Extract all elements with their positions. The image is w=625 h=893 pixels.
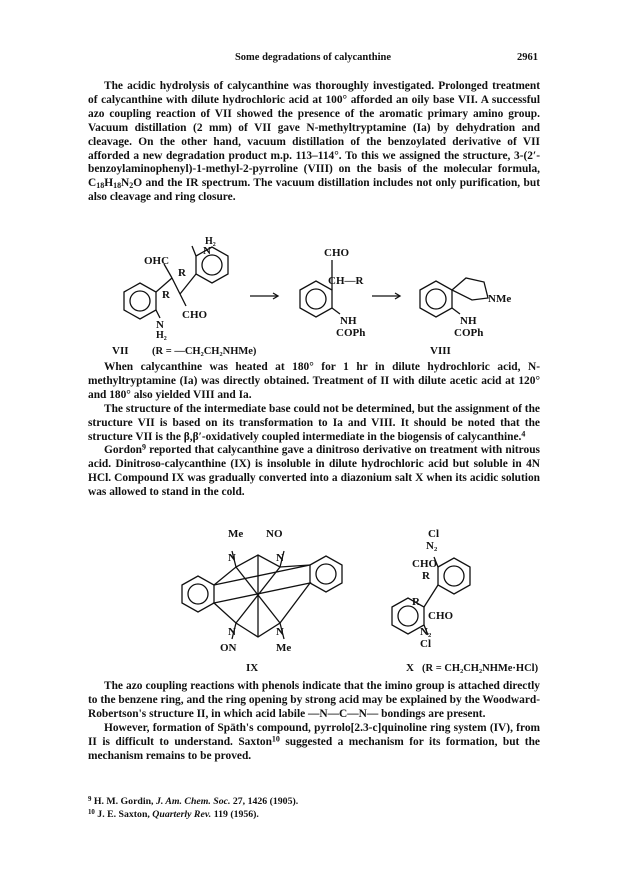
paragraph-azo-coupling	[88, 680, 540, 763]
vii-h2-top: H₂	[205, 236, 216, 247]
footnotes	[88, 796, 540, 821]
ix-benzene-left	[182, 576, 214, 612]
formula-n-subscript: 2	[129, 181, 134, 191]
footnote-10	[88, 809, 540, 822]
para1-text-a: The acidic hydrolysis of calycanthine was thoroughly investigated. Prolonged treatment of calycanthine with dilute hydrochloric acid at 100° afforded an oily base VII. A successful azo coupling reaction of VII showed the presence of the aromatic primary amino group. Vacuum distillation (2 mm) of VII gave N-methyltryptamine (Ia) by dehydration and cleavage. On the other hand, vacuum distillation of the benzoylated derivative of VII afforded a new degradation product m.p. 113–114°. To this we assigned the structure, 3-(2′-benzoylaminophenyl)-1-methyl-2-pyrroline (VIII) on the basis of the molecular formula, C	[88, 80, 540, 190]
ix-me-top: Me	[228, 528, 244, 540]
para3-p2-tail: suggested a mechanism for its formation, but the mechanism remains to be proved.	[88, 735, 540, 762]
footnote-10-authors: J. E. Saxton,	[94, 808, 153, 820]
mid-cho: CHO	[324, 247, 350, 259]
para3-p1: The azo coupling reactions with phenols indicate that the imino group is attached directly to the benzene ring, and the ring opening by strong acid may be explained by the Woodward-Robertson's structure II, in which acid labile —N—C—N— bondings are present.	[88, 680, 540, 720]
mid-coph: COPh	[336, 327, 366, 339]
vii-r2: R	[162, 289, 170, 301]
reference-4: 4	[521, 428, 526, 438]
vii-benzene-right	[196, 247, 228, 283]
formula-n: N	[121, 177, 130, 190]
vii-n-bottom: N	[156, 319, 164, 331]
footnote-9-pages: 1426 (1905).	[245, 796, 299, 807]
running-header	[88, 52, 538, 66]
label-x: X	[406, 662, 414, 674]
ix-benzene-right	[310, 556, 342, 592]
ix-no-top: NO	[266, 528, 283, 540]
x-n2-top: N₂	[426, 540, 438, 552]
formula-c-subscript: 18	[96, 181, 105, 191]
ix-on: ON	[220, 642, 237, 654]
footnote-10-pages: 119 (1956).	[211, 808, 259, 820]
viii-nh: NH	[460, 315, 477, 327]
x-cho-1: CHO	[412, 558, 438, 570]
vii-benzene-left	[124, 283, 156, 319]
footnote-9-volume: 27,	[230, 796, 246, 807]
footnote-10-journal: Quarterly Rev.	[152, 808, 212, 820]
x-benzene-upper	[438, 558, 470, 594]
ix-n3: N	[228, 626, 236, 638]
viii-benzene	[420, 281, 452, 317]
reference-10: 10	[271, 734, 280, 744]
vii-h2-bottom: H₂	[156, 330, 167, 341]
x-r1: R	[422, 570, 430, 582]
reference-9: 9	[141, 442, 146, 452]
vii-r1: R	[178, 267, 186, 279]
scheme-ix-and-x-drawing	[176, 527, 556, 679]
paragraph-heating-and-gordon	[88, 361, 540, 500]
x-cl-top: Cl	[428, 528, 439, 540]
vii-ohc: OHC	[144, 255, 170, 267]
label-ix: IX	[246, 662, 259, 674]
para2-p1: When calycanthine was heated at 180° for 1 hr in dilute hydrochloric acid, N-methyltryptamine (Ia) was directly obtained. Treatment of II with dilute acetic acid at 120° and 180° also yielded VIII and Ia.	[88, 361, 540, 401]
paragraph-acidic-hydrolysis	[88, 80, 540, 205]
para1-text-d: O and the IR spectrum. The vacuum distillation includes not only purification, but also cleavage and ring closure.	[88, 177, 540, 204]
vii-cho: CHO	[182, 309, 208, 321]
x-r2: R	[412, 596, 420, 608]
x-cho-2: CHO	[428, 610, 454, 622]
footnote-10-mark: 10	[88, 808, 95, 816]
footnote-9-mark: 9	[88, 795, 92, 803]
label-viii: VIII	[430, 345, 451, 357]
label-x-r-definition: (R = CH₂CH₂NHMe·HCl)	[422, 663, 539, 674]
label-vii-r-definition: (R = —CH₂CH₂NHMe)	[152, 346, 257, 357]
para2-p3-text: reported that calycanthine gave a dinitroso derivative on treatment with nitrous acid. Dinitroso-calycanthine (IX) is insoluble in dilute hydrochloric acid but soluble in 4N HCl. Compound IX was gradually converted into a diazonium salt X when its acidic solution was allowed to stand in the cold.	[88, 444, 540, 499]
ix-me-bottom: Me	[276, 642, 292, 654]
scheme-vii-to-viii	[100, 234, 520, 358]
mid-nh: NH	[340, 315, 357, 327]
footnote-9	[88, 796, 540, 809]
scheme-vii-to-viii-drawing	[100, 234, 520, 358]
x-n2-bottom: N₂	[420, 626, 432, 638]
scheme-ix-and-x	[176, 527, 556, 679]
ix-n1: N	[228, 552, 236, 564]
ix-n4: N	[276, 626, 284, 638]
footnote-9-authors: H. M. Gordin,	[91, 796, 156, 807]
viii-coph: COPh	[454, 327, 484, 339]
footnote-9-journal: J. Am. Chem. Soc.	[155, 796, 231, 807]
vii-n-top: N	[203, 245, 211, 257]
x-cl-bottom: Cl	[420, 638, 431, 650]
viii-nme: NMe	[488, 293, 512, 305]
para3-p2-text: However, formation of Späth's compound, pyrrolo[2.3-c]quinoline ring system (IV), from II is difficult to understand. Saxton	[88, 721, 540, 748]
label-vii: VII	[112, 345, 129, 357]
page-number: 2961	[517, 52, 538, 63]
para2-p2-text: The structure of the intermediate base could not be determined, but the assignment of the structure VII is based on its transformation to Ia and VIII. It should be noted that the structure VII is the β,β′-oxidatively coupled intermediate in the biogensis of calycanthine.	[88, 402, 540, 443]
formula-h-subscript: 18	[113, 181, 122, 191]
ix-n2: N	[276, 552, 284, 564]
viii-pyrroline	[452, 278, 488, 300]
para2-p3-gordon: Gordon	[104, 444, 142, 457]
running-title: Some degradations of calycanthine	[234, 52, 392, 63]
mid-ch-r: CH—R	[328, 275, 364, 287]
formula-h: H	[104, 177, 114, 190]
